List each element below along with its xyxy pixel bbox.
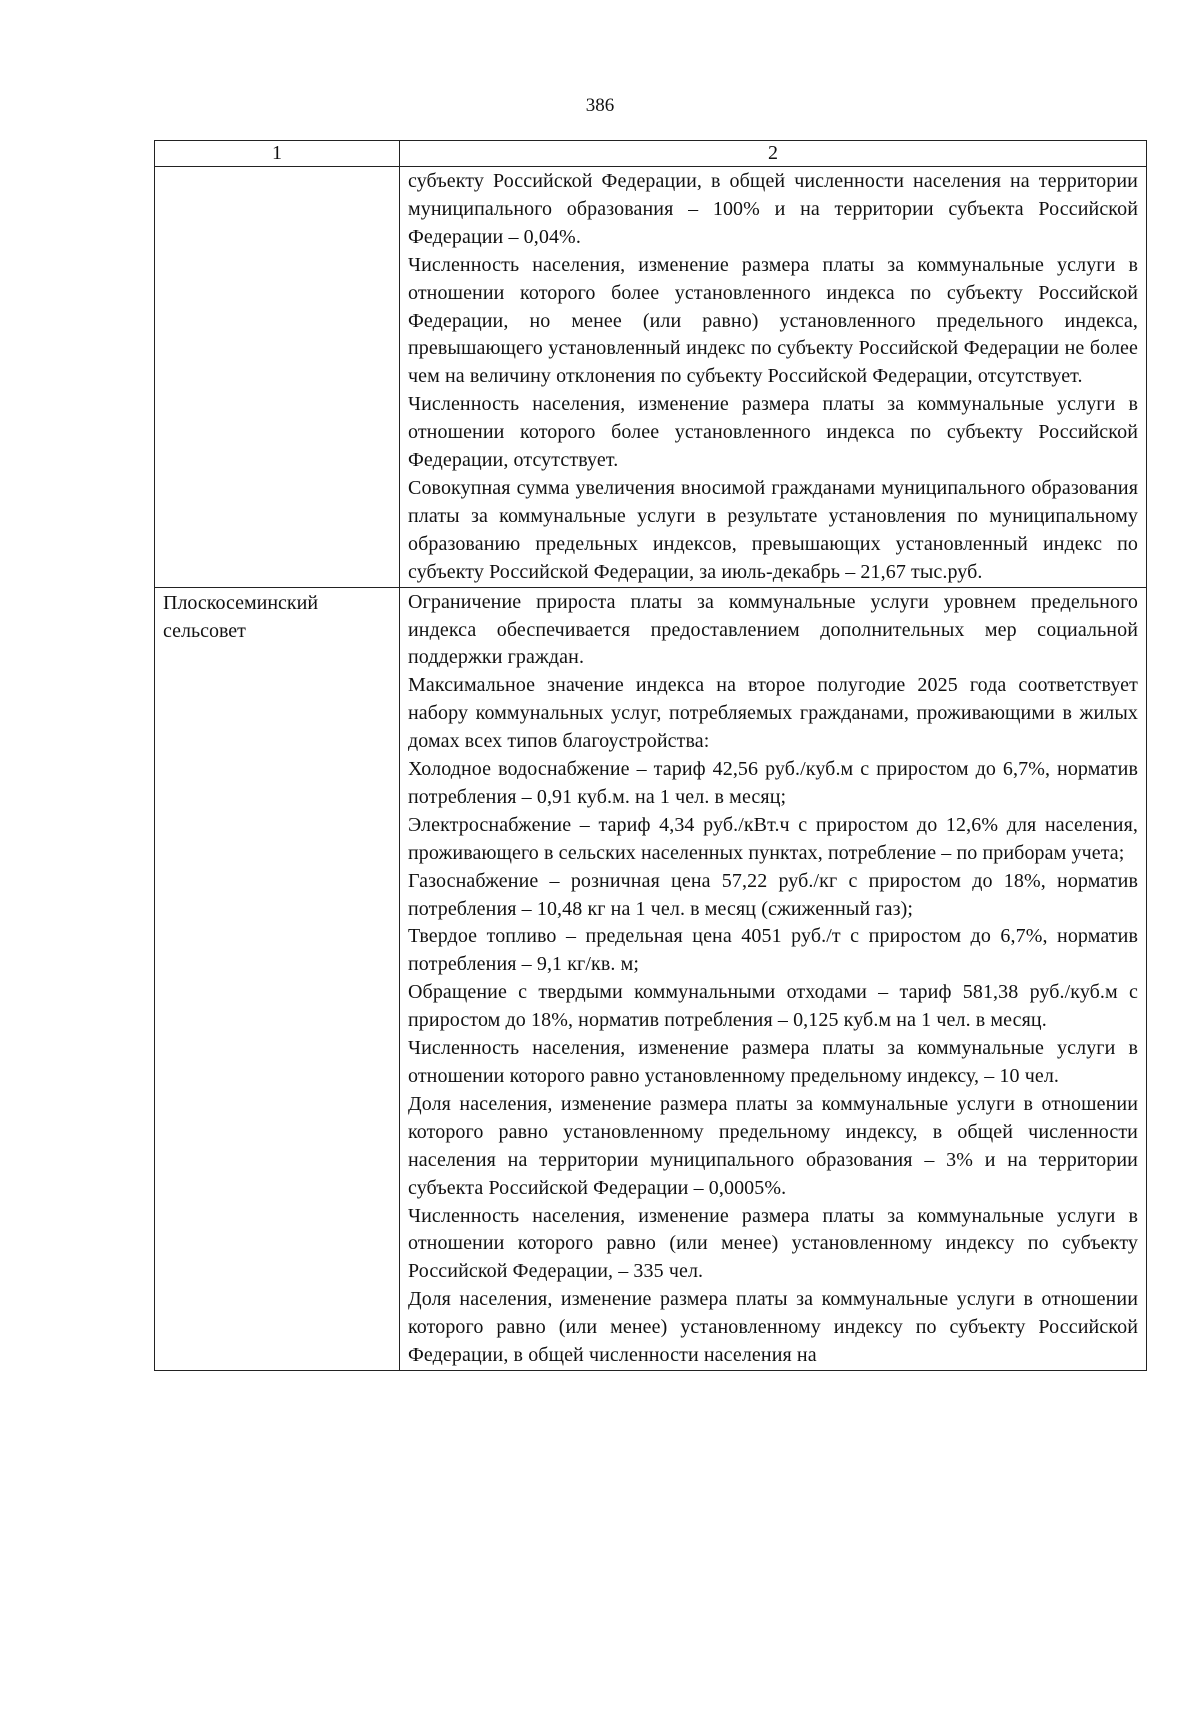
table-row: [155, 167, 1147, 588]
column-header-1: 1: [155, 141, 400, 167]
paragraph: Электроснабжение – тариф 4,34 руб./кВт.ч с приростом до 12,6% для населения, проживающего в сельских населенных пунктах, потребление – по приборам учета;: [408, 813, 1138, 864]
page-number: 386: [585, 95, 615, 116]
paragraph: субъекту Российской Федерации, в общей численности населения на территории муниципального образования – 100% и на территории субъекта Российской Федерации – 0,04%.: [408, 170, 1138, 248]
column-header-2: 2: [400, 141, 1147, 167]
paragraph: Газоснабжение – розничная цена 57,22 руб./кг с приростом до 18%, норматив потребления – 10,48 кг на 1 чел. в месяц (сжиженный газ);: [408, 869, 1138, 920]
paragraph: Численность населения, изменение размера платы за коммунальные услуги в отношении которого более установленного индекса по субъекту Российской Федерации, отсутствует.: [408, 393, 1138, 472]
paragraph: Обращение с твердыми коммунальными отходами – тариф 581,38 руб./куб.м с приростом до 18%, норматив потребления – 0,125 куб.м на 1 чел. в месяц.: [408, 981, 1138, 1032]
paragraph: Численность населения, изменение размера платы за коммунальные услуги в отношении которого более установленного индекса по субъекту Российской Федерации, но менее (или равно) установленного предельного индекса, превышающего установленный индекс по субъекту Российской Федерации не более чем на величину отклонения по субъекту Российской Федерации, отсутствует.: [408, 253, 1138, 388]
paragraph: Ограничение прироста платы за коммунальные услуги уровнем предельного индекса обеспечивается предоставлением дополнительных мер социальной поддержки граждан.: [408, 590, 1138, 669]
paragraph: Доля населения, изменение размера платы за коммунальные услуги в отношении которого равно (или менее) установленному индексу по субъекту Российской Федерации, в общей численности населения на: [408, 1288, 1138, 1367]
paragraph: Численность населения, изменение размера платы за коммунальные услуги в отношении которого равно (или менее) установленному индексу по субъекту Российской Федерации, – 335 чел.: [408, 1204, 1138, 1283]
table-row: [155, 587, 1147, 1370]
paragraph: Максимальное значение индекса на второе полугодие 2025 года соответствует набору коммунальных услуг, потребляемых гражданами, проживающими в жилых домах всех типов благоустройства:: [408, 674, 1138, 753]
municipality-name-cell: [155, 167, 400, 588]
paragraph: Численность населения, изменение размера платы за коммунальные услуги в отношении которого равно установленному предельному индексу, – 10 чел.: [408, 1037, 1138, 1087]
paragraph: Холодное водоснабжение – тариф 42,56 руб./куб.м с приростом до 6,7%, норматив потребления – 0,91 куб.м. на 1 чел. в месяц;: [408, 758, 1138, 808]
description-cell: [400, 587, 1147, 1370]
table-header-row: [155, 141, 1147, 167]
paragraph: Твердое топливо – предельная цена 4051 руб./т с приростом до 6,7%, норматив потребления – 9,1 кг/кв. м;: [408, 925, 1138, 976]
municipality-name-cell: Плоскосеминский сельсовет: [155, 587, 400, 1370]
municipal-tariff-table: [154, 140, 1147, 1371]
paragraph: Доля населения, изменение размера платы за коммунальные услуги в отношении которого равно установленному предельному индексу, в общей численности населения на территории муниципального образования – 3% и на территории субъекта Российской Федерации – 0,0005%.: [408, 1092, 1138, 1199]
description-cell: [400, 167, 1147, 588]
paragraph: Совокупная сумма увеличения вносимой гражданами муниципального образования платы за коммунальные услуги в результате установления по муниципальному образованию предельных индексов, превышающих установленный индекс по субъекту Российской Федерации, за июль-декабрь – 21,67 тыс.руб.: [408, 476, 1138, 583]
